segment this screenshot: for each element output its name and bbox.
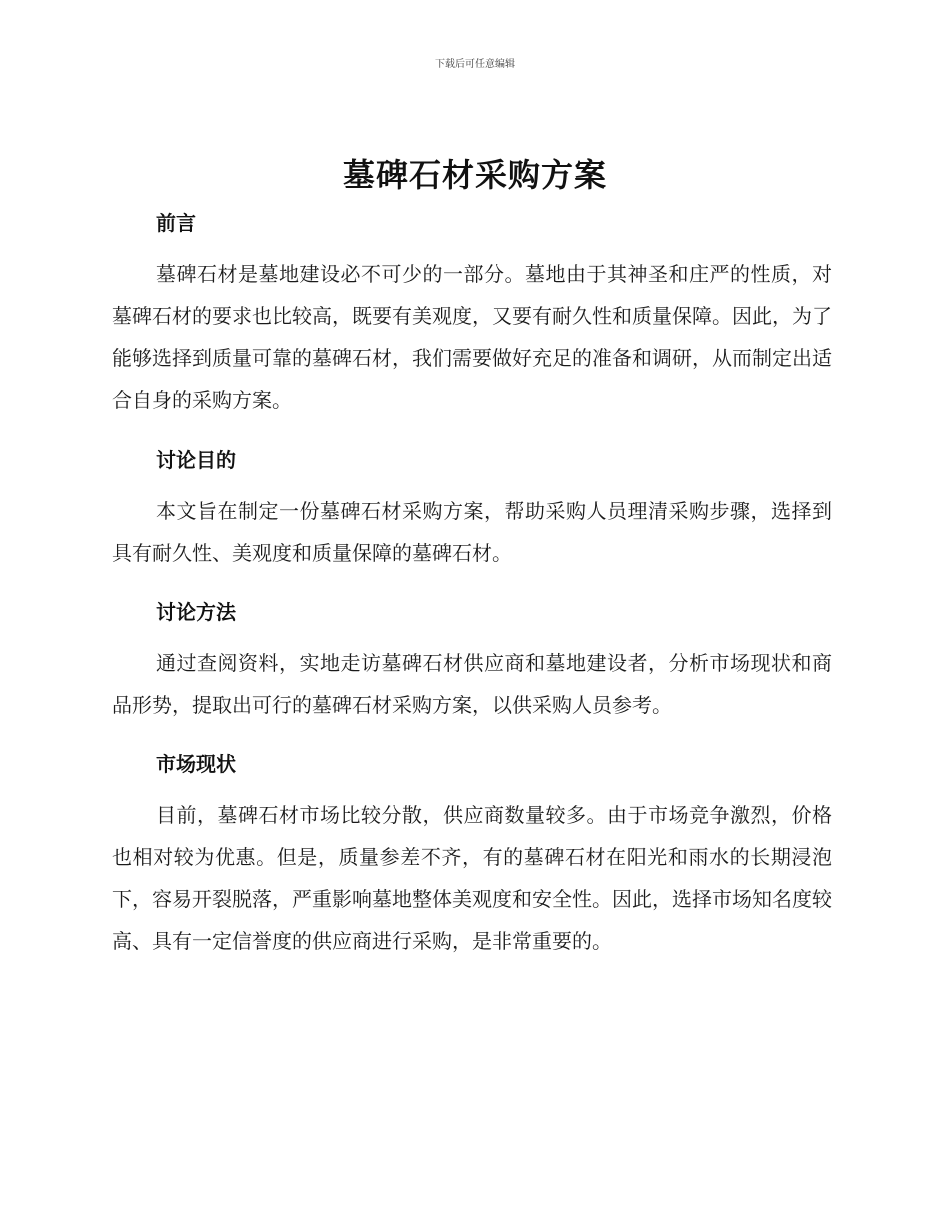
document-title: 墓碑石材采购方案 xyxy=(342,156,607,194)
section-heading-preface: 前言 xyxy=(156,211,196,235)
section-body-purpose: 本文旨在制定一份墓碑石材采购方案，帮助采购人员理清采购步骤，选择到具有耐久性、美观度和质量保障的墓碑石材。 xyxy=(112,499,832,565)
section-body-market: 目前，墓碑石材市场比较分散，供应商数量较多。由于市场竞争激烈，价格也相对较为优惠。但是，质量参差不齐，有的墓碑石材在阳光和雨水的长期浸泡下，容易开裂脱落，严重影响墓地整体美观度和安全性。因此，选择市场知名度较高、具有一定信誉度的供应商进行采购，是非常重要的。 xyxy=(112,803,832,953)
section-heading-purpose: 讨论目的 xyxy=(156,448,236,472)
section-body-preface: 墓碑石材是墓地建设必不可少的一部分。墓地由于其神圣和庄严的性质，对墓碑石材的要求也比较高，既要有美观度，又要有耐久性和质量保障。因此，为了能够选择到质量可靠的墓碑石材，我们需要做好充足的准备和调研，从而制定出适合自身的采购方案。 xyxy=(112,262,832,412)
page-header-note: 下载后可任意编辑 xyxy=(435,59,515,70)
section-body-method: 通过查阅资料，实地走访墓碑石材供应商和墓地建设者，分析市场现状和商品形势，提取出可行的墓碑石材采购方案，以供采购人员参考。 xyxy=(112,651,832,717)
section-heading-method: 讨论方法 xyxy=(156,600,236,624)
section-heading-market: 市场现状 xyxy=(156,752,236,776)
